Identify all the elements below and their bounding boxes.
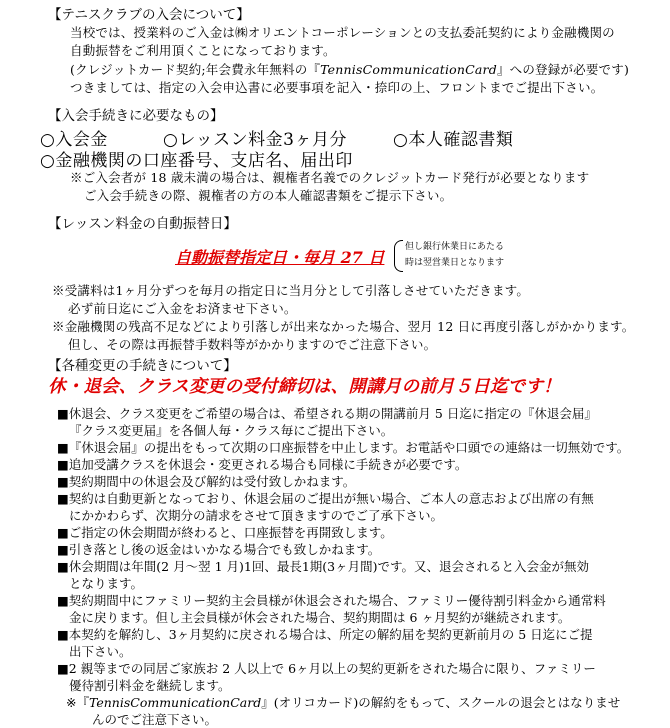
- footer-note-cont: んのでご注意下さい。: [92, 712, 218, 727]
- requirement-note: ※ご入会者が 18 歳未満の場合は、親権者名義でのクレジットカード発行が必要となります: [70, 170, 590, 185]
- requirement-item: ○金融機関の口座番号、支店名、届出印: [40, 151, 353, 171]
- auto-debit-note: ※金融機関の残高不足などにより引落しが出来なかった場合、翌月 12 日に再度引落しがかかります。: [52, 319, 635, 334]
- change-rule: ■ご指定の休会期間が終わると、口座振替を再開致します。: [57, 525, 393, 540]
- change-rule: ■契約期間中の休退会及び解約は受付致しかねます。: [57, 474, 356, 489]
- auto-debit-note: 必ず前日迄にご入金をお済ませ下さい。: [68, 301, 297, 316]
- card-name: TennisCommunicationCard: [88, 695, 262, 710]
- enrollment-text-line: 当校では、授業料のご入金は㈱オリエントコーポレーションとの支払委託契約により金融機関の: [70, 25, 615, 40]
- change-rule: ■追加受講クラスを休退会・変更される場合も同様に手続きが必要です。: [57, 457, 468, 472]
- requirement-note: ご入会手続きの際、親権者の方の本人確認書類をご提示下さい。: [84, 188, 453, 203]
- enrollment-text-line: つきましては、指定の入会申込書に必要事項を記入・捺印の上、フロントまでご提出下さい。: [70, 80, 604, 95]
- auto-debit-note: 但し、その際は再振替手数料等がかかりますのでご注意下さい。: [68, 337, 437, 352]
- enrollment-text-line: 自動振替をご利用頂くことになっております。: [70, 43, 336, 58]
- change-rule: ■契約は自動更新となっており、休退会届のご提出が無い場合、ご本人の意志および出席の有無: [57, 491, 594, 506]
- deadline-banner: 休・退会、クラス変更の受付締切は、開講月の前月５日迄です！: [48, 377, 561, 397]
- change-rule: ■本契約を解約し、3ヶ月契約に戻される場合は、所定の解約届を契約更新前月の 5 日迄にご提: [57, 627, 593, 642]
- change-rule-cont: にかかわらず、次期分の請求をさせて頂きますのでご了承下さい。: [69, 508, 444, 523]
- footer-note: ※『TennisCommunicationCard』(オリコカード)の解約をもって、スクールの退会とはなりませ: [66, 695, 621, 710]
- change-rule: ■2 親等までの同居ご家族お 2 人以上で 6ヶ月以上の契約更新をされた場合に限り、ファミリー: [57, 661, 596, 676]
- auto-debit-note: ※受講料は1ヶ月分ずつを毎月の指定日に当月分として引落しさせていただきます。: [52, 283, 530, 298]
- side-note-bracket: [394, 240, 403, 272]
- enrollment-card-note: (クレジットカード契約;年会費永年無料の『TennisCommunicationCard』への登録が必要です): [70, 62, 630, 77]
- requirement-item: ○本人確認書類: [393, 130, 514, 150]
- requirement-item: ○レッスン料金3ヶ月分: [163, 130, 347, 150]
- section-heading-requirements: 【入会手続きに必要なもの】: [48, 108, 224, 124]
- change-rule-cont: 金に戻ります。但し主会員様が休会された場合、契約期間は 6 ヶ月契約が継続されます。: [69, 610, 571, 625]
- change-rule: ■休会期間は年間(2 月～翌 1 月)1回、最長1期(3ヶ月間)です。又、退会されると入会金が無効: [57, 559, 590, 574]
- change-rule: ■引き落とし後の返金はいかなる場合でも致しかねます。: [57, 542, 381, 557]
- change-rule-cont: 優待割引料金を継続します。: [69, 678, 231, 693]
- requirement-item: ○入会金: [40, 130, 108, 150]
- section-heading-enrollment: 【テニスクラブの入会について】: [48, 7, 250, 23]
- change-rule: ■『休退会届』の提出をもって次期の口座振替を中止します。お電話や口頭での連絡は一切無効です。: [57, 440, 630, 455]
- side-note-line: 但し銀行休業日にあたる: [405, 242, 505, 252]
- change-rule-cont: となります。: [69, 576, 144, 591]
- auto-debit-date-highlight: 自動振替指定日・毎月 27 日: [175, 248, 385, 267]
- section-heading-changes: 【各種変更の手続きについて】: [48, 358, 237, 374]
- side-note-line: 時は翌営業日となります: [405, 258, 505, 268]
- change-rule: ■休退会、クラス変更をご希望の場合は、希望される期の開講前月 5 日迄に指定の『休退会届』: [57, 406, 597, 421]
- change-rule-cont: 出下さい。: [69, 644, 132, 659]
- change-rule: ■契約期間中にファミリー契約主会員様が休退会された場合、ファミリー優待割引料金から通常料: [57, 593, 606, 608]
- card-name: TennisCommunicationCard: [320, 62, 497, 77]
- change-rule-cont: 『クラス変更届』を各個人毎・クラス毎にご提出下さい。: [69, 423, 394, 438]
- section-heading-auto-debit: 【レッスン料金の自動振替日】: [48, 216, 237, 232]
